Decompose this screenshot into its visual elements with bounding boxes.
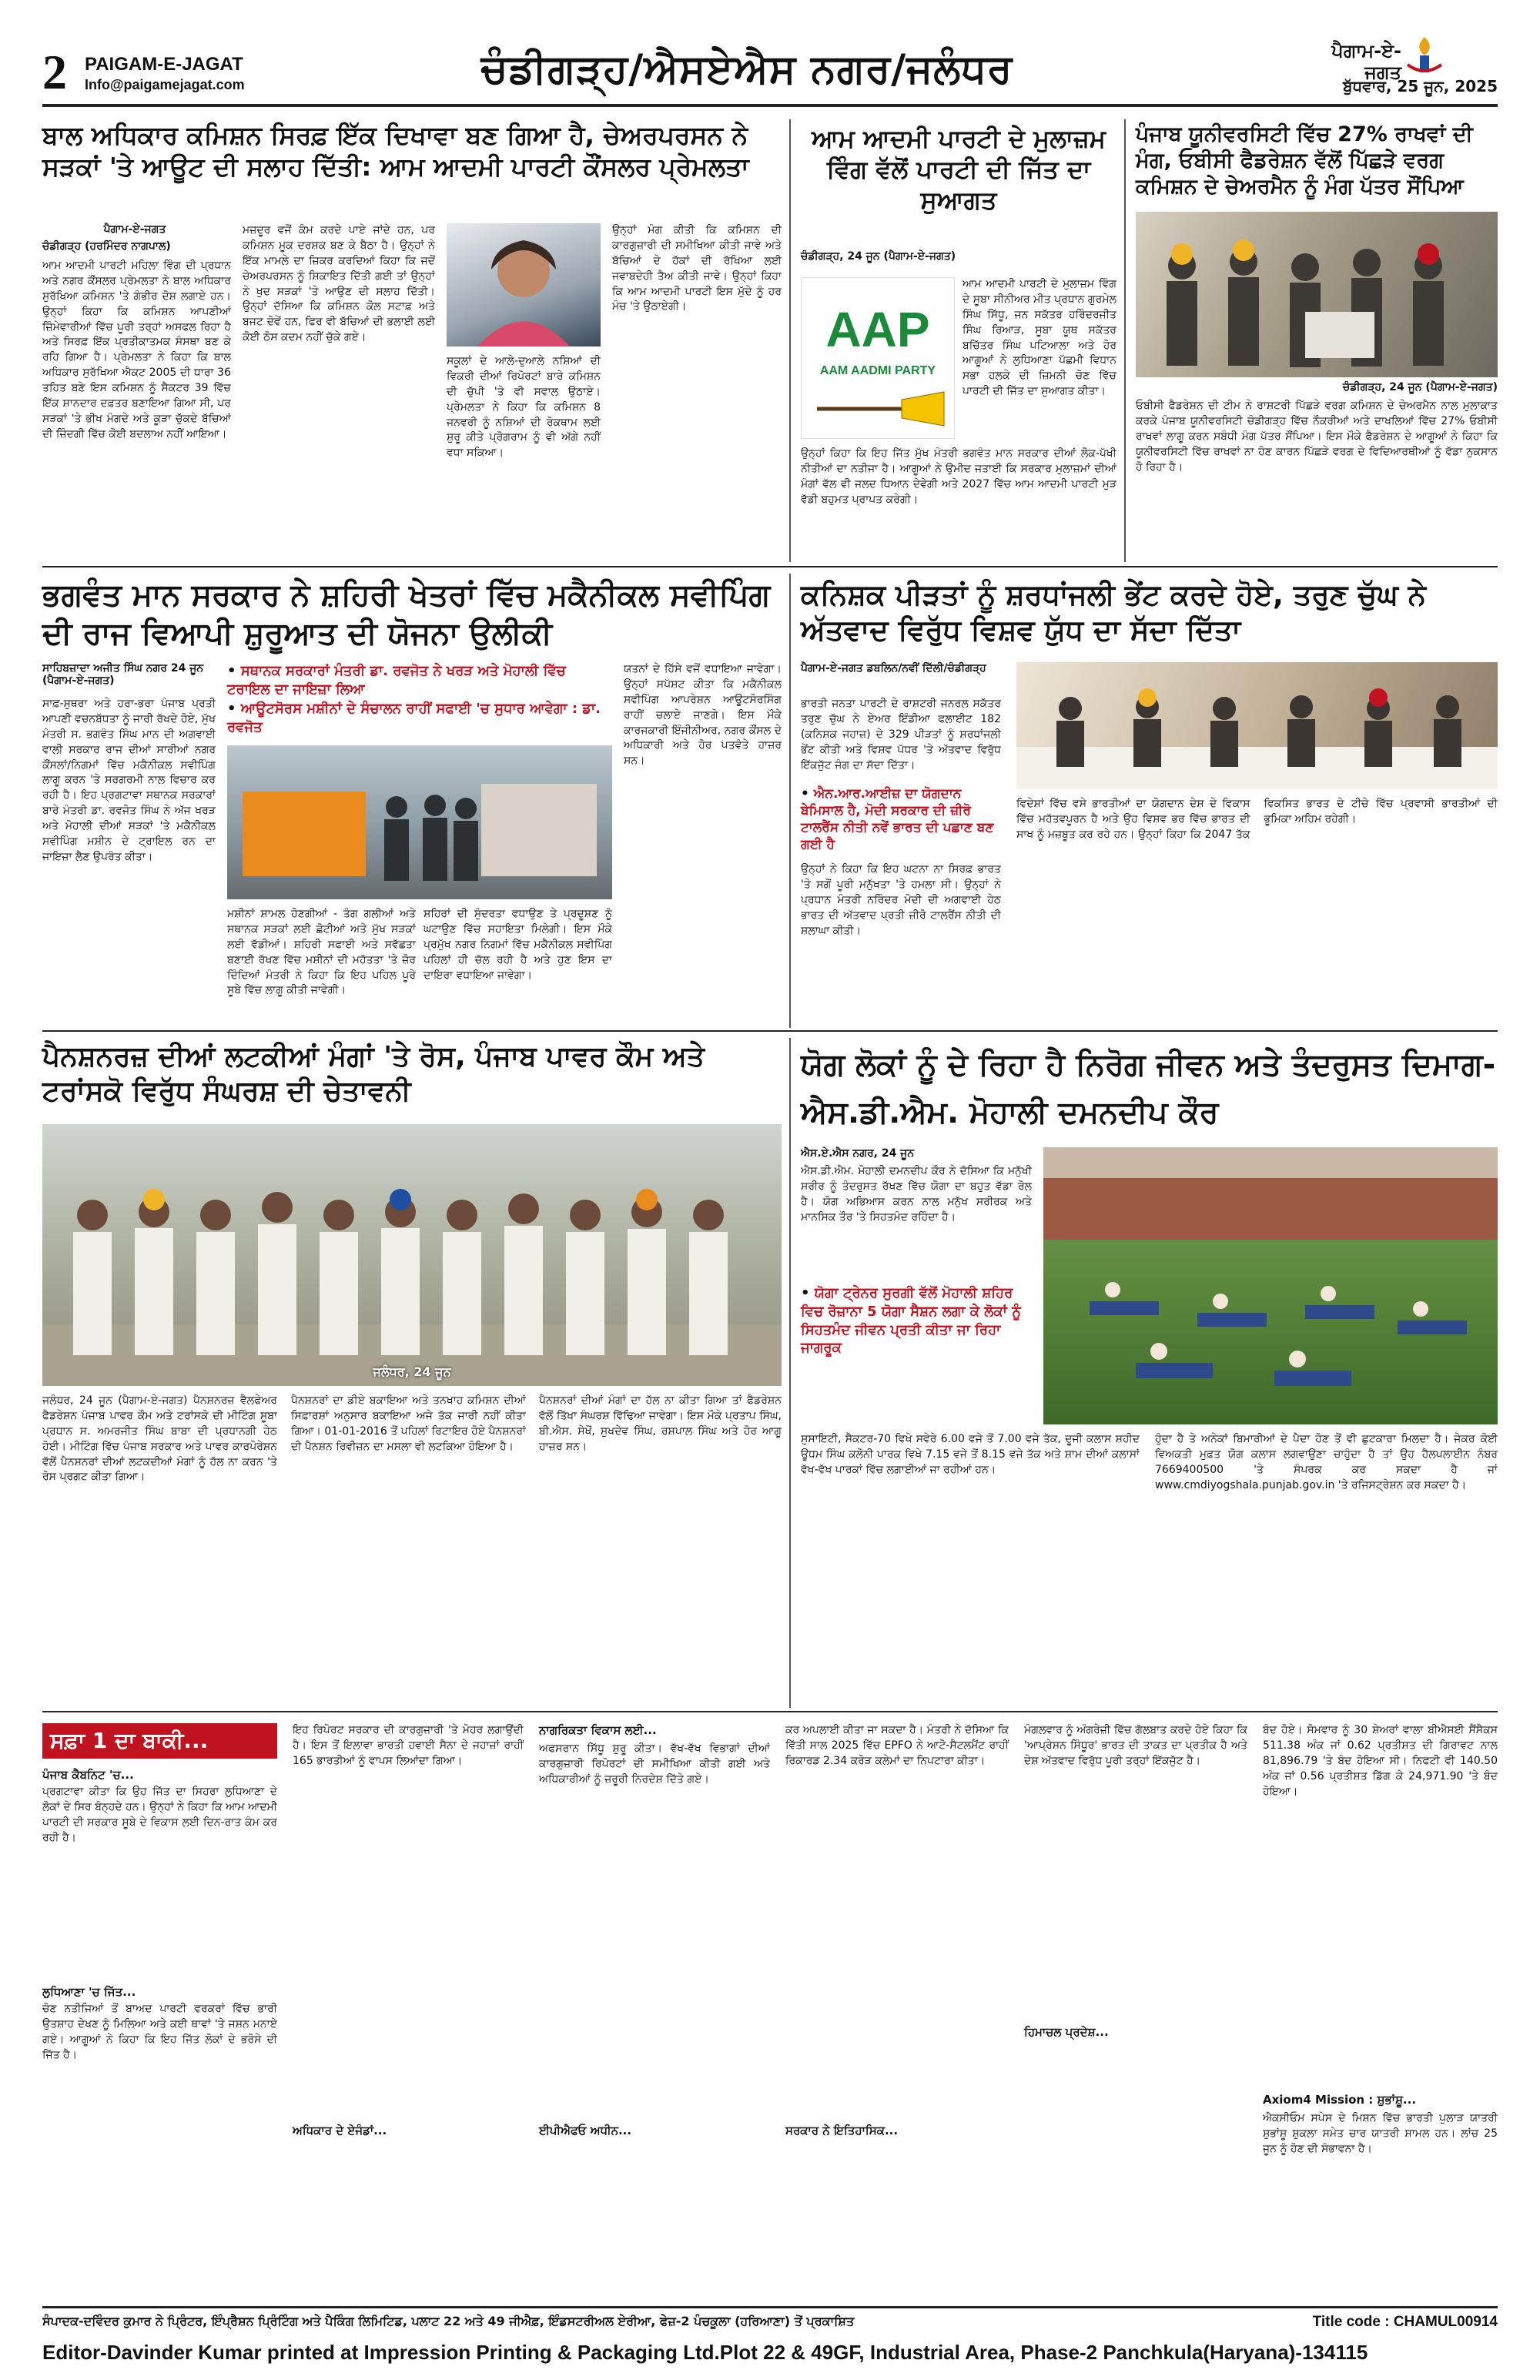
article-column: ਐਸ.ਡੀ.ਐਮ. ਮੋਹਾਲੀ ਦਮਨਦੀਪ ਕੌਰ ਨੇ ਦੱਸਿਆ ਕਿ ਮਨੁੱਖੀ ਸਰੀਰ ਨੂੰ ਤੰਦਰੁਸਤ ਰੱਖਣ ਵਿੱਚ ਯੋਗਾ ਦਾ ਬਹੁਤ ਵੱਡਾ ਰੋਲ ਹੈ। ਯੋਗ ਅਭਿਆਸ ਕਰਨ ਨਾਲ ਮਨੁੱਖ ਸਰੀਰਕ ਅਤੇ ਮਾਨਸਿਕ ਤੌਰ 'ਤੇ ਸਿਹਤਮੰਦ ਰਹਿੰਦਾ ਹੈ। xyxy=(801,1165,1032,1223)
column-divider xyxy=(789,1038,791,1708)
bullet-item: • ਆਊਟਸੋਰਸ ਮਸ਼ੀਨਾਂ ਦੇ ਸੰਚਾਲਨ ਰਾਹੀਂ ਸਫਾਈ 'ਚ ਸੁਧਾਰ ਆਵੇਗਾ : ਡਾ. ਰਵਜੋਤ xyxy=(227,700,601,735)
article-column: ਪੈਨਸ਼ਨਰਾਂ ਦੀਆਂ ਮੰਗਾਂ ਦਾ ਹੱਲ ਨਾ ਕੀਤਾ ਗਿਆ ਤਾਂ ਫੈਡਰੇਸ਼ਨ ਵੱਲੋਂ ਤਿੱਖਾ ਸੰਘਰਸ਼ ਵਿੱਢਿਆ ਜਾਵੇਗਾ। ਇਸ ਮੌਕੇ ਪ੍ਰਤਾਪ ਸਿੰਘ, ਬੀ.ਐਸ. ਸੇਖੋਂ, ਸੁਖਦੇਵ ਸਿੰਘ, ਰਸ਼ਪਾਲ ਸਿੰਘ ਅਤੇ ਹੋਰ ਆਗੂ ਹਾਜ਼ਰ ਸਨ। xyxy=(539,1394,782,1453)
aap-logo-text: AAP xyxy=(825,302,930,357)
yoga-session-icon xyxy=(1043,1147,1498,1424)
brand-small: PAIGAM-E-JAGAT xyxy=(85,54,243,75)
continued-subhead: ਹਿਮਾਚਲ ਪ੍ਰਦੇਸ਼... xyxy=(1024,2025,1109,2039)
article-column: ਓਬੀਸੀ ਫੈਡਰੇਸ਼ਨ ਦੀ ਟੀਮ ਨੇ ਰਾਸ਼ਟਰੀ ਪਿੱਛੜੇ ਵਰਗ ਕਮਿਸ਼ਨ ਦੇ ਚੇਅਰਮੈਨ ਨਾਲ ਮੁਲਾਕਾਤ ਕਰਕੇ ਪੰਜਾਬ ਯੂਨੀਵਰਸਿਟੀ ਚੰਡੀਗੜ੍ਹ ਵਿੱਚ ਨੌਕਰੀਆਂ ਅਤੇ ਦਾਖਲਿਆਂ ਵਿੱਚ 27% ਓਬੀਸੀ ਰਾਖਵਾਂ ਲਾਗੂ ਕਰਨ ਸਬੰਧੀ ਮੰਗ ਪੱਤਰ ਸੌਂਪਿਆ। ਇਸ ਮੌਕੇ ਫੈਡਰੇਸ਼ਨ ਦੇ ਆਗੂਆਂ ਨੇ ਕਿਹਾ ਕਿ ਯੂਨੀਵਰਸਿਟੀ ਵਿੱਚ ਰਾਖਵਾਂ ਨਾ ਹੋਣ ਕਾਰਨ ਪਿੱਛੜੇ ਵਰਗ ਦੇ ਵਿਦਿਆਰਥੀਆਂ ਨੂੰ ਵੱਡਾ ਨੁਕਸਾਨ ਹੋ ਰਿਹਾ ਹੈ। xyxy=(1136,400,1498,474)
column-divider xyxy=(789,119,791,562)
news-photo xyxy=(1043,1147,1498,1424)
news-photo xyxy=(42,1124,782,1386)
article-column: ਹੁੰਦਾ ਹੈ ਤੇ ਅਨੇਕਾਂ ਬਿਮਾਰੀਆਂ ਦੇ ਪੈਦਾ ਹੋਣ ਤੋਂ ਵੀ ਛੁਟਕਾਰਾ ਮਿਲਦਾ ਹੈ। ਜੇਕਰ ਕੋਈ ਵਿਅਕਤੀ ਮੁਫ਼ਤ ਯੋਗ ਕਲਾਸ ਲਗਵਾਉਣਾ ਚਾਹੁੰਦਾ ਹੈ ਤਾਂ ਉਹ ਹੈਲਪਲਾਈਨ ਨੰਬਰ 7669400500 'ਤੇ ਸੰਪਰਕ ਕਰ ਸਕਦਾ ਹੈ ਜਾਂ www.cmdiyogshala.punjab.gov.in 'ਤੇ ਰਜਿਸਟ੍ਰੇਸ਼ਨ ਕਰ ਸਕਦਾ ਹੈ। xyxy=(1155,1433,1498,1491)
continued-title: ਸਫ਼ਾ 1 ਦਾ ਬਾਕੀ... xyxy=(50,1728,209,1753)
dateline: ਚੰਡੀਗੜ੍ਹ, 24 ਜੂਨ (ਪੈਗਾਮ-ਏ-ਜਗਤ) xyxy=(801,250,956,263)
continued-subhead: ਅਧਿਕਾਰ ਦੇ ਏਜੰਡਾਂ... xyxy=(293,2124,387,2137)
protest-group-icon xyxy=(42,1124,782,1386)
article-column: ਜਲੰਧਰ, 24 ਜੂਨ (ਪੈਗਾਮ-ਏ-ਜਗਤ) ਪੈਨਸ਼ਨਰਜ਼ ਵੈਲਫੇਅਰ ਫੈਡਰੇਸ਼ਨ ਪੰਜਾਬ ਪਾਵਰ ਕੌਮ ਅਤੇ ਟਰਾਂਸਕੋ ਦੀ ਮੀਟਿੰਗ ਸੂਬਾ ਪ੍ਰਧਾਨ ਸ. ਅਮਰਜੀਤ ਸਿੰਘ ਬਾਬਾ ਦੀ ਪ੍ਰਧਾਨਗੀ ਹੇਠ ਹੋਈ। ਮੀਟਿੰਗ ਵਿੱਚ ਪੰਜਾਬ ਸਰਕਾਰ ਅਤੇ ਪਾਵਰ ਕਾਰਪੋਰੇਸ਼ਨ ਵੱਲੋਂ ਪੈਨਸ਼ਨਰਾਂ ਦੀਆਂ ਲਟਕਦੀਆਂ ਮੰਗਾਂ ਨੂੰ ਹੱਲ ਨਾ ਕਰਨ 'ਤੇ ਰੋਸ ਪ੍ਰਗਟ ਕੀਤਾ ਗਿਆ। xyxy=(42,1394,277,1484)
section-rule xyxy=(42,1711,1498,1712)
city-line: ਚੰਡੀਗੜ੍ਹ/ਐਸਏਐਸ ਨਗਰ/ਜਲੰਧਰ xyxy=(480,46,1013,92)
article-column: ਮਜ਼ਦੂਰ ਵਜੋਂ ਕੰਮ ਕਰਦੇ ਪਾਏ ਜਾਂਦੇ ਹਨ, ਪਰ ਕਮਿਸ਼ਨ ਮੂਕ ਦਰਸ਼ਕ ਬਣ ਕੇ ਬੈਠਾ ਹੈ। ਉਨ੍ਹਾਂ ਨੇ ਇੱਕ ਮਾਮਲੇ ਦਾ ਜ਼ਿਕਰ ਕਰਦਿਆਂ ਕਿਹਾ ਕਿ ਜਦੋਂ ਚੇਅਰਪਰਸਨ ਨੂੰ ਸ਼ਿਕਾਇਤ ਦਿੱਤੀ ਗਈ ਤਾਂ ਉਨ੍ਹਾਂ ਨੇ ਖੁਦ ਸੜਕਾਂ 'ਤੇ ਆਉਣ ਦੀ ਸਲਾਹ ਦਿੱਤੀ। ਉਨ੍ਹਾਂ ਦੱਸਿਆ ਕਿ ਕਮਿਸ਼ਨ ਕੋਲ ਸਟਾਫ਼ ਅਤੇ ਬਜਟ ਦੋਵੇਂ ਹਨ, ਫਿਰ ਵੀ ਬੱਚਿਆਂ ਦੀ ਭਲਾਈ ਲਈ ਕੋਈ ਠੋਸ ਕਦਮ ਨਹੀਂ ਚੁੱਕੇ ਗਏ। xyxy=(243,224,435,344)
article-column: ਆਮ ਆਦਮੀ ਪਾਰਟੀ ਮਹਿਲਾ ਵਿੰਗ ਦੀ ਪ੍ਰਧਾਨ ਅਤੇ ਨਗਰ ਕੌਂਸਲਰ ਪ੍ਰੇਮਲਤਾ ਨੇ ਬਾਲ ਅਧਿਕਾਰ ਸੁਰੱਖਿਆ ਕਮਿਸ਼ਨ 'ਤੇ ਗੰਭੀਰ ਦੋਸ਼ ਲਗਾਏ ਹਨ। ਉਨ੍ਹਾਂ ਕਿਹਾ ਕਿ ਕਮਿਸ਼ਨ ਆਪਣੀਆਂ ਜ਼ਿੰਮੇਵਾਰੀਆਂ ਵਿੱਚ ਪੂਰੀ ਤਰ੍ਹਾਂ ਅਸਫਲ ਰਿਹਾ ਹੈ ਅਤੇ ਸਿਰਫ਼ ਇੱਕ ਪ੍ਰਤੀਕਾਤਮਕ ਸੰਸਥਾ ਬਣ ਕੇ ਰਹਿ ਗਿਆ ਹੈ। ਪ੍ਰੇਮਲਤਾ ਨੇ ਕਿਹਾ ਕਿ ਬਾਲ ਅਧਿਕਾਰ ਸੁਰੱਖਿਆ ਐਕਟ 2005 ਦੀ ਧਾਰਾ 36 ਤਹਿਤ ਬਣੇ ਇਸ ਕਮਿਸ਼ਨ ਨੂੰ ਸੈਕਟਰ 39 ਵਿੱਚ ਇੱਕ ਸ਼ਾਨਦਾਰ ਦਫ਼ਤਰ ਬਣਾਇਆ ਗਿਆ ਸੀ, ਪਰ ਸੜਕਾਂ 'ਤੇ ਭੀਖ ਮੰਗਦੇ ਅਤੇ ਕੂੜਾ ਚੁੱਕਦੇ ਬੱਚਿਆਂ ਦੀ ਜ਼ਿੰਦਗੀ ਵਿੱਚ ਕੋਈ ਬਦਲਾਅ ਨਹੀਂ ਆਇਆ। xyxy=(42,259,231,440)
article-column: ਪ੍ਰਗਟਾਵਾ ਕੀਤਾ ਕਿ ਉਹ ਜਿੱਤ ਦਾ ਸਿਹਰਾ ਲੁਧਿਆਣਾ ਦੇ ਲੋਕਾਂ ਦੇ ਸਿਰ ਬੰਨ੍ਹਦੇ ਹਨ। ਉਨ੍ਹਾਂ ਨੇ ਕਿਹਾ ਕਿ ਆਮ ਆਦਮੀ ਪਾਰਟੀ ਦੀ ਸਰਕਾਰ ਸੂਬੇ ਦੇ ਵਿਕਾਸ ਲਈ ਦਿਨ-ਰਾਤ ਕੰਮ ਕਰ ਰਹੀ ਹੈ। xyxy=(42,1786,277,1844)
byline: ਪੈਗਾਮ-ਏ-ਜਗਤ xyxy=(103,223,166,236)
highlight-bullet: • ਯੋਗਾ ਟ੍ਰੇਨਰ ਸੁਰਗੀ ਵੱਲੋਂ ਮੋਹਾਲੀ ਸ਼ਹਿਰ ਵਿਚ ਰੋਜ਼ਾਨਾ 5 ਯੋਗਾ ਸੈਸ਼ਨ ਲਗਾ ਕੇ ਲੋਕਾਂ ਨੂੰ ਸਿਹਤਮੰਦ ਜੀਵਨ ਪ੍ਰਤੀ ਕੀਤਾ ਜਾ ਰਿਹਾ ਜਾਗਰੂਕ xyxy=(801,1285,1021,1357)
continued-subhead: ਨਾਗਰਿਕਤਾ ਵਿਕਾਸ ਲਈ... xyxy=(539,1723,657,1737)
aap-party-name: AAM AADMI PARTY xyxy=(819,364,936,377)
photo-caption: ਚੰਡੀਗੜ੍ਹ, 24 ਜੂਨ (ਪੈਗਾਮ-ਏ-ਜਗਤ) xyxy=(1342,381,1498,393)
portrait-photo xyxy=(447,223,601,346)
continued-subhead: ਸਰਕਾਰ ਨੇ ਇਤਿਹਾਸਿਕ... xyxy=(785,2124,899,2137)
footer-rule xyxy=(42,2306,1498,2308)
article-column: ਪੈਨਸ਼ਨਰਾਂ ਦਾ ਡੀਏ ਬਕਾਇਆ ਅਤੇ ਤਨਖਾਹ ਕਮਿਸ਼ਨ ਦੀਆਂ ਸਿਫ਼ਾਰਸ਼ਾਂ ਅਨੁਸਾਰ ਬਕਾਇਆ ਅਜੇ ਤੱਕ ਜਾਰੀ ਨਹੀਂ ਕੀਤਾ ਗਿਆ। 01-01-2016 ਤੋਂ ਪਹਿਲਾਂ ਰਿਟਾਇਰ ਹੋਏ ਪੈਨਸ਼ਨਰਾਂ ਦੀ ਪੈਨਸ਼ਨ ਰਿਵੀਜ਼ਨ ਦਾ ਮਸਲਾ ਵੀ ਲਟਕਿਆ ਹੋਇਆ ਹੈ। xyxy=(291,1394,526,1453)
header-date: ਬੁੱਧਵਾਰ, 25 ਜੂਨ, 2025 xyxy=(1343,77,1498,95)
highlight-bullets xyxy=(227,662,612,739)
article-column: ਭਾਰਤੀ ਜਨਤਾ ਪਾਰਟੀ ਦੇ ਰਾਸ਼ਟਰੀ ਜਨਰਲ ਸਕੱਤਰ ਤਰੁਣ ਚੁੱਘ ਨੇ ਏਅਰ ਇੰਡੀਆ ਫਲਾਈਟ 182 (ਕਨਿਸ਼ਕ ਜਹਾਜ਼) ਦੇ 329 ਪੀੜਤਾਂ ਨੂੰ ਸ਼ਰਧਾਂਜਲੀ ਭੇਂਟ ਕੀਤੀ ਅਤੇ ਵਿਸ਼ਵ ਪੱਧਰ 'ਤੇ ਅੱਤਵਾਦ ਵਿਰੁੱਧ ਇੱਕਜੁੱਟ ਜੰਗ ਦਾ ਸੱਦਾ ਦਿੱਤਾ। xyxy=(801,698,1001,772)
headline-aap-welcome: ਆਮ ਆਦਮੀ ਪਾਰਟੀ ਦੇ ਮੁਲਾਜ਼ਮ ਵਿੰਗ ਵੱਲੋਂ ਪਾਰਟੀ ਦੀ ਜਿੱਤ ਦਾ ਸੁਆਗਤ xyxy=(812,124,1106,215)
article-column: ਸੁਸਾਇਟੀ, ਸੈਕਟਰ-70 ਵਿਖੇ ਸਵੇਰੇ 6.00 ਵਜੇ ਤੋਂ 7.00 ਵਜੇ ਤੱਕ, ਦੂਜੀ ਕਲਾਸ ਸ਼ਹੀਦ ਊਧਮ ਸਿੰਘ ਕਲੋਨੀ ਪਾਰਕ ਵਿਖੇ 7.15 ਵਜੇ ਤੋਂ 8.15 ਵਜੇ ਤੱਕ ਅਤੇ ਸ਼ਾਮ ਦੀਆਂ ਕਲਾਸਾਂ ਵੱਖ-ਵੱਖ ਪਾਰਕਾਂ ਵਿੱਚ ਲਗਾਈਆਂ ਜਾ ਰਹੀਆਂ ਹਨ। xyxy=(801,1433,1140,1476)
dateline: ਪੈਗਾਮ-ਏ-ਜਗਤ ਡਬਲਿਨ/ਨਵੀਂ ਦਿੱਲੀ/ਚੰਡੀਗੜ੍ਹ xyxy=(801,662,986,675)
news-photo xyxy=(1136,212,1498,377)
header-email[interactable]: Info@paigamejagat.com xyxy=(85,77,245,92)
headline-obc-demand: ਪੰਜਾਬ ਯੂਨੀਵਰਸਿਟੀ ਵਿੱਚ 27% ਰਾਖਵਾਂ ਦੀ ਮੰਗ, ਓਬੀਸੀ ਫੈਡਰੇਸ਼ਨ ਵੱਲੋਂ ਪਿੱਛੜੇ ਵਰਗ ਕਮਿਸ਼ਨ ਦੇ ਚੇਅਰਮੈਨ ਨੂੰ ਮੰਗ ਪੱਤਰ ਸੌਂਪਿਆ xyxy=(1136,122,1473,199)
article-column: ਚੋਣ ਨਤੀਜਿਆਂ ਤੋਂ ਬਾਅਦ ਪਾਰਟੀ ਵਰਕਰਾਂ ਵਿੱਚ ਭਾਰੀ ਉਤਸ਼ਾਹ ਦੇਖਣ ਨੂੰ ਮਿਲਿਆ ਅਤੇ ਕਈ ਥਾਵਾਂ 'ਤੇ ਜਸ਼ਨ ਮਨਾਏ ਗਏ। ਆਗੂਆਂ ਨੇ ਕਿਹਾ ਕਿ ਇਹ ਜਿੱਤ ਲੋਕਾਂ ਦੇ ਭਰੋਸੇ ਦੀ ਜਿੱਤ ਹੈ। xyxy=(42,2003,277,2061)
photo-caption: ਜਲੰਧਰ, 24 ਜੂਨ xyxy=(373,1364,451,1379)
group-people-icon xyxy=(1136,212,1498,377)
broom-icon xyxy=(802,386,956,432)
headline-mechanical-sweeping: ਭਗਵੰਤ ਮਾਨ ਸਰਕਾਰ ਨੇ ਸ਼ਹਿਰੀ ਖੇਤਰਾਂ ਵਿੱਚ ਮਕੈਨੀਕਲ ਸਵੀਪਿੰਗ ਦੀ ਰਾਜ ਵਿਆਪੀ ਸ਼ੁਰੂਆਤ ਦੀ ਯੋਜਨਾ ਉਲੀਕੀ xyxy=(42,577,771,651)
article-column: ਬੰਦ ਹੋਏ। ਸੋਮਵਾਰ ਨੂੰ 30 ਸ਼ੇਅਰਾਂ ਵਾਲਾ ਬੀਐਸਈ ਸੈਂਸੈਕਸ 511.38 ਅੰਕ ਜਾਂ 0.62 ਪ੍ਰਤੀਸ਼ਤ ਦੀ ਗਿਰਾਵਟ ਨਾਲ 81,896.79 'ਤੇ ਬੰਦ ਹੋਇਆ ਸੀ। ਨਿਫਟੀ ਵੀ 140.50 ਅੰਕ ਜਾਂ 0.56 ਪ੍ਰਤੀਸ਼ਤ ਡਿੱਗ ਕੇ 24,971.90 'ਤੇ ਬੰਦ ਹੋਇਆ। xyxy=(1263,1724,1498,1798)
continued-subhead: ਲੁਧਿਆਣਾ 'ਚ ਜਿੱਤ... xyxy=(42,1985,136,1999)
column-divider xyxy=(1124,119,1126,562)
headline-child-commission: ਬਾਲ ਅਧਿਕਾਰ ਕਮਿਸ਼ਨ ਸਿਰਫ਼ ਇੱਕ ਦਿਖਾਵਾ ਬਣ ਗਿਆ ਹੈ, ਚੇਅਰਪਰਸਨ ਨੇ ਸੜਕਾਂ 'ਤੇ ਆਊਟ ਦੀ ਸਲਾਹ ਦਿੱਤੀ: ਆਮ ਆਦਮੀ ਪਾਰਟੀ ਕੌਂਸਲਰ ਪ੍ਰੇਮਲਤਾ xyxy=(42,120,749,182)
continued-subhead: ਪੰਜਾਬ ਕੈਬਨਿਟ 'ਚ... xyxy=(42,1768,134,1782)
article-column: ਉਨ੍ਹਾਂ ਕਿਹਾ ਕਿ ਇਹ ਜਿੱਤ ਮੁੱਖ ਮੰਤਰੀ ਭਗਵੰਤ ਮਾਨ ਸਰਕਾਰ ਦੀਆਂ ਲੋਕ-ਪੱਖੀ ਨੀਤੀਆਂ ਦਾ ਨਤੀਜਾ ਹੈ। ਆਗੂਆਂ ਨੇ ਉਮੀਦ ਜਤਾਈ ਕਿ ਸਰਕਾਰ ਮੁਲਾਜ਼ਮਾਂ ਦੀਆਂ ਮੰਗਾਂ ਵੱਲ ਵੀ ਜਲਦ ਧਿਆਨ ਦੇਵੇਗੀ ਅਤੇ 2027 ਵਿੱਚ ਆਮ ਆਦਮੀ ਪਾਰਟੀ ਮੁੜ ਵੱਡੀ ਬਹੁਮਤ ਪ੍ਰਾਪਤ ਕਰੇਗੀ। xyxy=(801,447,1116,506)
torch-logo-icon xyxy=(1401,34,1448,77)
article-column: ਵਿਦੇਸ਼ਾਂ ਵਿੱਚ ਵਸੇ ਭਾਰਤੀਆਂ ਦਾ ਯੋਗਦਾਨ ਦੇਸ਼ ਦੇ ਵਿਕਾਸ ਵਿੱਚ ਮਹੱਤਵਪੂਰਨ ਹੈ ਅਤੇ ਉਹ ਵਿਸ਼ਵ ਭਰ ਵਿੱਚ ਭਾਰਤ ਦੀ ਸਾਖ ਨੂੰ ਮਜ਼ਬੂਤ ਕਰ ਰਹੇ ਹਨ। ਉਨ੍ਹਾਂ ਕਿਹਾ ਕਿ 2047 ਤੱਕ ਵਿਕਸਿਤ ਭਾਰਤ ਦੇ ਟੀਚੇ ਵਿੱਚ ਪ੍ਰਵਾਸੀ ਭਾਰਤੀਆਂ ਦੀ ਭੂਮਿਕਾ ਅਹਿਮ ਰਹੇਗੀ। xyxy=(1016,798,1498,841)
article-column: ਮਸ਼ੀਨਾਂ ਸ਼ਾਮਲ ਹੋਣਗੀਆਂ - ਤੰਗ ਗਲੀਆਂ ਅਤੇ ਸਥਾਨਕ ਸੜਕਾਂ ਲਈ ਛੋਟੀਆਂ ਅਤੇ ਮੁੱਖ ਸੜਕਾਂ ਲਈ ਵੱਡੀਆਂ। ਸ਼ਹਿਰੀ ਸਫਾਈ ਅਤੇ ਸਵੱਛਤਾ ਬਣਾਈ ਰੱਖਣ ਵਿੱਚ ਮਸ਼ੀਨਾਂ ਦੀ ਮਹੱਤਤਾ 'ਤੇ ਜ਼ੋਰ ਦਿੰਦਿਆਂ ਮੰਤਰੀ ਨੇ ਕਿਹਾ ਕਿ ਇਹ ਪਹਿਲ ਪੂਰੇ ਸੂਬੇ ਵਿੱਚ ਲਾਗੂ ਕੀਤੀ ਜਾਵੇਗੀ। xyxy=(227,908,416,997)
article-column: ਮੰਗਲਵਾਰ ਨੂੰ ਅੰਗਰੇਜ਼ੀ ਵਿੱਚ ਗੱਲਬਾਤ ਕਰਦੇ ਹੋਏ ਕਿਹਾ ਕਿ 'ਆਪ੍ਰੇਸ਼ਨ ਸਿੰਧੂਰ' ਭਾਰਤ ਦੀ ਤਾਕਤ ਦਾ ਪ੍ਰਤੀਕ ਹੈ ਅਤੇ ਦੇਸ਼ ਅੱਤਵਾਦ ਵਿਰੁੱਧ ਪੂਰੀ ਤਰ੍ਹਾਂ ਇੱਕਜੁੱਟ ਹੈ। xyxy=(1024,1724,1247,1767)
meeting-group-icon xyxy=(1016,662,1498,789)
dateline: ਐਸ.ਏ.ਐਸ ਨਗਰ, 24 ਜੂਨ xyxy=(801,1147,915,1160)
headline-kanishka: ਕਨਿਸ਼ਕ ਪੀੜਤਾਂ ਨੂੰ ਸ਼ਰਧਾਂਜਲੀ ਭੇਂਟ ਕਰਦੇ ਹੋਏ, ਤਰੁਣ ਚੁੱਘ ਨੇ ਅੱਤਵਾਦ ਵਿਰੁੱਧ ਵਿਸ਼ਵ ਯੁੱਧ ਦਾ ਸੱਦਾ ਦਿੱਤਾ xyxy=(801,578,1426,648)
news-photo xyxy=(1016,662,1498,789)
article-column: ਅਫਸਰਾਨ ਸਿੱਧੂ ਸ਼ੁਰੂ ਕੀਤਾ। ਵੱਖ-ਵੱਖ ਵਿਭਾਗਾਂ ਦੀਆਂ ਕਾਰਗੁਜ਼ਾਰੀ ਰਿਪੋਰਟਾਂ ਦੀ ਸਮੀਖਿਆ ਕੀਤੀ ਗਈ ਅਤੇ ਅਧਿਕਾਰੀਆਂ ਨੂੰ ਜ਼ਰੂਰੀ ਨਿਰਦੇਸ਼ ਦਿੱਤੇ ਗਏ। xyxy=(539,1742,770,1786)
article-column: ਉਨ੍ਹਾਂ ਮੰਗ ਕੀਤੀ ਕਿ ਕਮਿਸ਼ਨ ਦੀ ਕਾਰਗੁਜ਼ਾਰੀ ਦੀ ਸਮੀਖਿਆ ਕੀਤੀ ਜਾਵੇ ਅਤੇ ਬੱਚਿਆਂ ਦੇ ਹੱਕਾਂ ਦੀ ਰੱਖਿਆ ਲਈ ਜਵਾਬਦੇਹੀ ਤੈਅ ਕੀਤੀ ਜਾਵੇ। ਉਨ੍ਹਾਂ ਕਿਹਾ ਕਿ ਆਮ ਆਦਮੀ ਪਾਰਟੀ ਇਸ ਮੁੱਦੇ ਨੂੰ ਹਰ ਮੰਚ 'ਤੇ ਉਠਾਏਗੀ। xyxy=(612,224,782,313)
highlight-bullet: • ਐਨ.ਆਰ.ਆਈਜ਼ ਦਾ ਯੋਗਦਾਨ ਬੇਮਿਸਾਲ ਹੈ, ਮੋਦੀ ਸਰਕਾਰ ਦੀ ਜ਼ੀਰੋ ਟਾਲਰੈਂਸ ਨੀਤੀ ਨਵੇਂ ਭਾਰਤ ਦੀ ਪਛਾਣ ਬਣ ਗਈ ਹੈ xyxy=(801,786,994,853)
bullet-item: • ਸਥਾਨਕ ਸਰਕਾਰਾਂ ਮੰਤਰੀ ਡਾ. ਰਵਜੋਤ ਨੇ ਖਰੜ ਅਤੇ ਮੋਹਾਲੀ ਵਿੱਚ ਟਰਾਇਲ ਦਾ ਜਾਇਜ਼ਾ ਲਿਆ xyxy=(227,663,566,698)
article-column: ਐਕਸੀਓਮ ਸਪੇਸ ਦੇ ਮਿਸ਼ਨ ਵਿੱਚ ਭਾਰਤੀ ਪੁਲਾੜ ਯਾਤਰੀ ਸ਼ੁਭਾਂਸ਼ੂ ਸ਼ੁਕਲਾ ਸਮੇਤ ਚਾਰ ਯਾਤਰੀ ਸ਼ਾਮਲ ਹਨ। ਲਾਂਚ 25 ਜੂਨ ਨੂੰ ਹੋਣ ਦੀ ਸੰਭਾਵਨਾ ਹੈ। xyxy=(1263,2112,1498,2155)
article-column: ਯਤਨਾਂ ਦੇ ਹਿੱਸੇ ਵਜੋਂ ਵਧਾਇਆ ਜਾਵੇਗਾ। ਉਨ੍ਹਾਂ ਸਪੱਸ਼ਟ ਕੀਤਾ ਕਿ ਮਕੈਨੀਕਲ ਸਵੀਪਿੰਗ ਆਪਰੇਸ਼ਨ ਆਊਟਸੋਰਸਿੰਗ ਰਾਹੀਂ ਚਲਾਏ ਜਾਣਗੇ। ਇਸ ਮੌਕੇ ਕਾਰਜਕਾਰੀ ਇੰਜੀਨੀਅਰ, ਨਗਰ ਕੌਂਸਲ ਦੇ ਅਧਿਕਾਰੀ ਅਤੇ ਹੋਰ ਪਤਵੰਤੇ ਹਾਜ਼ਰ ਸਨ। xyxy=(624,663,782,768)
dateline: ਸਾਹਿਬਜ਼ਾਦਾ ਅਜੀਤ ਸਿੰਘ ਨਗਰ 24 ਜੂਨ (ਪੈਗਾਮ-ਏ-ਜਗਤ) xyxy=(42,662,204,687)
article-column: ਆਮ ਆਦਮੀ ਪਾਰਟੀ ਦੇ ਮੁਲਾਜ਼ਮ ਵਿੰਗ ਦੇ ਸੂਬਾ ਸੀਨੀਅਰ ਮੀਤ ਪ੍ਰਧਾਨ ਗੁਰਮੇਲ ਸਿੰਘ ਸਿੱਧੂ, ਜਨ ਸਕੱਤਰ ਹਰਿੰਦਰਜੀਤ ਸਿੰਘ ਰਿਆੜ, ਸੂਬਾ ਯੂਥ ਸਕੱਤਰ ਬਚਿੱਤਰ ਸਿੰਘ ਪਟਿਆਲਾ ਅਤੇ ਹੋਰ ਆਗੂਆਂ ਨੇ ਲੁਧਿਆਣਾ ਪੱਛਮੀ ਵਿਧਾਨ ਸਭਾ ਹਲਕੇ ਦੀ ਜ਼ਿਮਨੀ ਚੋਣ ਵਿੱਚ ਪਾਰਟੀ ਦੀ ਜਿੱਤ ਦਾ ਸੁਆਗਤ ਕੀਤਾ। xyxy=(962,278,1116,398)
footer-printer-line: Editor-Davinder Kumar printed at Impression Printing & Packaging Ltd.Plot 22 & 49GF, Industrial Area, Phase-2 Panchkula(Haryana)-134115 xyxy=(42,2341,1368,2364)
headline-pensioners: ਪੈਨਸ਼ਨਰਜ਼ ਦੀਆਂ ਲਟਕੀਆਂ ਮੰਗਾਂ 'ਤੇ ਰੋਸ, ਪੰਜਾਬ ਪਾਵਰ ਕੌਮ ਅਤੇ ਟਰਾਂਸਕੋ ਵਿਰੁੱਧ ਸੰਘਰਸ਼ ਦੀ ਚੇਤਾਵਨੀ xyxy=(42,1041,705,1107)
aap-logo xyxy=(801,277,955,439)
article-column: ਸਕੂਲਾਂ ਦੇ ਆਲੇ-ਦੁਆਲੇ ਨਸ਼ਿਆਂ ਦੀ ਵਿਕਰੀ ਦੀਆਂ ਰਿਪੋਰਟਾਂ ਬਾਰੇ ਕਮਿਸ਼ਨ ਦੀ ਚੁੱਪੀ 'ਤੇ ਵੀ ਸਵਾਲ ਉਠਾਏ। ਪ੍ਰੇਮਲਤਾ ਨੇ ਕਿਹਾ ਕਿ ਕਮਿਸ਼ਨ 8 ਜਨਵਰੀ ਨੂੰ ਨਸ਼ਿਆਂ ਦੀ ਰੋਕਥਾਮ ਲਈ ਸ਼ੁਰੂ ਕੀਤੇ ਪ੍ਰੋਗਰਾਮ ਨੂੰ ਵੀ ਅੱਗੇ ਨਹੀਂ ਵਧਾ ਸਕਿਆ। xyxy=(447,355,601,460)
dateline: ਚੰਡੀਗੜ੍ਹ (ਹਰਮਿੰਦਰ ਨਾਗਪਾਲ) xyxy=(42,240,171,253)
footer-publisher-line: ਸੰਪਾਦਕ-ਦਵਿੰਦਰ ਕੁਮਾਰ ਨੇ ਪ੍ਰਿੰਟਰ, ਇੰਪ੍ਰੈਸ਼ਨ ਪ੍ਰਿੰਟਿੰਗ ਅਤੇ ਪੈਕਿੰਗ ਲਿਮਿਟਿਡ, ਪਲਾਟ 22 ਅਤੇ 49 ਜੀਐਫ਼, ਇੰਡਸਟਰੀਅਲ ਏਰੀਆ, ਫੇਜ਼-2 ਪੰਚਕੂਲਾ (ਹਰਿਆਣਾ) ਤੋਂ ਪ੍ਰਕਾਸ਼ਿਤ xyxy=(42,2314,855,2328)
continued-subhead: Axiom4 Mission : ਸ਼ੁਭਾਂਸ਼ੂ... xyxy=(1263,2093,1417,2107)
headline-yoga: ਯੋਗ ਲੋਕਾਂ ਨੂੰ ਦੇ ਰਿਹਾ ਹੈ ਨਿਰੋਗ ਜੀਵਨ ਅਤੇ ਤੰਦਰੁਸਤ ਦਿਮਾਗ- ਐਸ.ਡੀ.ਐਮ. ਮੋਹਾਲੀ ਦਮਨਦੀਪ ਕੌਰ xyxy=(801,1047,1496,1130)
person-portrait-icon xyxy=(447,223,601,346)
article-column: ਉਨ੍ਹਾਂ ਨੇ ਕਿਹਾ ਕਿ ਇਹ ਘਟਨਾ ਨਾ ਸਿਰਫ਼ ਭਾਰਤ 'ਤੇ ਸਗੋਂ ਪੂਰੀ ਮਨੁੱਖਤਾ 'ਤੇ ਹਮਲਾ ਸੀ। ਉਨ੍ਹਾਂ ਨੇ ਪ੍ਰਧਾਨ ਮੰਤਰੀ ਨਰਿੰਦਰ ਮੋਦੀ ਦੀ ਅਗਵਾਈ ਹੇਠ ਭਾਰਤ ਦੀ ਅੱਤਵਾਦ ਪ੍ਰਤੀ ਜ਼ੀਰੋ ਟਾਲਰੈਂਸ ਨੀਤੀ ਦੀ ਸ਼ਲਾਘਾ ਕੀਤੀ। xyxy=(801,863,1001,937)
page-number: 2 xyxy=(42,45,67,99)
article-column: ਸ਼ਹਿਰਾਂ ਦੀ ਸੁੰਦਰਤਾ ਵਧਾਉਣ ਤੇ ਪ੍ਰਦੂਸ਼ਣ ਨੂੰ ਘਟਾਉਣ ਵਿੱਚ ਸਹਾਇਤਾ ਮਿਲੇਗੀ। ਇਸ ਮੌਕੇ ਪ੍ਰਮੁੱਖ ਨਗਰ ਨਿਗਮਾਂ ਵਿੱਚ ਮਕੈਨੀਕਲ ਸਵੀਪਿੰਗ ਪਹਿਲਾਂ ਹੀ ਚੱਲ ਰਹੀ ਹੈ ਅਤੇ ਹੁਣ ਇਸ ਦਾ ਦਾਇਰਾ ਵਧਾਇਆ ਜਾਵੇਗਾ। xyxy=(424,908,612,982)
column-divider xyxy=(789,574,791,1028)
footer-title-code: Title code : CHAMUL00914 xyxy=(1312,2314,1498,2330)
section-rule xyxy=(42,566,1498,567)
continued-subhead: ਈਪੀਐਫਓ ਅਧੀਨ... xyxy=(539,2124,632,2137)
article-column: ਸਾਫ਼-ਸੁਥਰਾ ਅਤੇ ਹਰਾ-ਭਰਾ ਪੰਜਾਬ ਪ੍ਰਤੀ ਆਪਣੀ ਵਚਨਬੱਧਤਾ ਨੂੰ ਜਾਰੀ ਰੱਖਦੇ ਹੋਏ, ਮੁੱਖ ਮੰਤਰੀ ਸ. ਭਗਵੰਤ ਸਿੰਘ ਮਾਨ ਦੀ ਅਗਵਾਈ ਵਾਲੀ ਸਰਕਾਰ ਰਾਜ ਦੀਆਂ ਸਾਰੀਆਂ ਨਗਰ ਕੌਂਸਲਾਂ/ਨਿਗਮਾਂ ਵਿੱਚ ਮਕੈਨੀਕਲ ਸਵੀਪਿੰਗ ਲਾਗੂ ਕਰਨ 'ਤੇ ਸਰਗਰਮੀ ਨਾਲ ਵਿਚਾਰ ਕਰ ਰਹੀ ਹੈ। ਇਹ ਪ੍ਰਗਟਾਵਾ ਸਥਾਨਕ ਸਰਕਾਰਾਂ ਬਾਰੇ ਮੰਤਰੀ ਡਾ. ਰਵਜੋਤ ਸਿੰਘ ਨੇ ਅੱਜ ਖਰੜ ਅਤੇ ਮੋਹਾਲੀ ਦੀਆਂ ਸੜਕਾਂ 'ਤੇ ਮਕੈਨੀਕਲ ਸਵੀਪਿੰਗ ਮਸ਼ੀਨ ਦੇ ਟ੍ਰਾਇਲ ਰਨ ਦਾ ਜਾਇਜ਼ਾ ਲੈਣ ਉਪਰੰਤ ਕੀਤਾ। xyxy=(42,698,216,863)
sweeper-machine-icon xyxy=(227,745,612,899)
section-rule xyxy=(42,1030,1498,1032)
header-rule xyxy=(42,104,1498,107)
article-column: ਕਰ ਅਪਲਾਈ ਕੀਤਾ ਜਾ ਸਕਦਾ ਹੈ। ਮੰਤਰੀ ਨੇ ਦੱਸਿਆ ਕਿ ਵਿੱਤੀ ਸਾਲ 2025 ਵਿੱਚ EPFO ਨੇ ਆਟੋ-ਸੈਟਲਮੈਂਟ ਰਾਹੀਂ ਰਿਕਾਰਡ 2.34 ਕਰੋੜ ਕਲੇਮਾਂ ਦਾ ਨਿਪਟਾਰਾ ਕੀਤਾ। xyxy=(785,1724,1009,1767)
masthead-logo xyxy=(1401,34,1448,77)
continued-title-box xyxy=(42,1723,277,1759)
masthead-name: ਪੈਗਾਮ-ਏ-ਜਗਤ xyxy=(1331,40,1401,83)
article-column: ਇਹ ਰਿਪੋਰਟ ਸਰਕਾਰ ਦੀ ਕਾਰਗੁਜ਼ਾਰੀ 'ਤੇ ਮੋਹਰ ਲਗਾਉਂਦੀ ਹੈ। ਇਸ ਤੋਂ ਇਲਾਵਾ ਭਾਰਤੀ ਹਵਾਈ ਸੈਨਾ ਦੇ ਜਹਾਜ਼ਾਂ ਰਾਹੀਂ 165 ਭਾਰਤੀਆਂ ਨੂੰ ਵਾਪਸ ਲਿਆਂਦਾ ਗਿਆ। xyxy=(293,1724,524,1767)
news-photo xyxy=(227,745,612,899)
